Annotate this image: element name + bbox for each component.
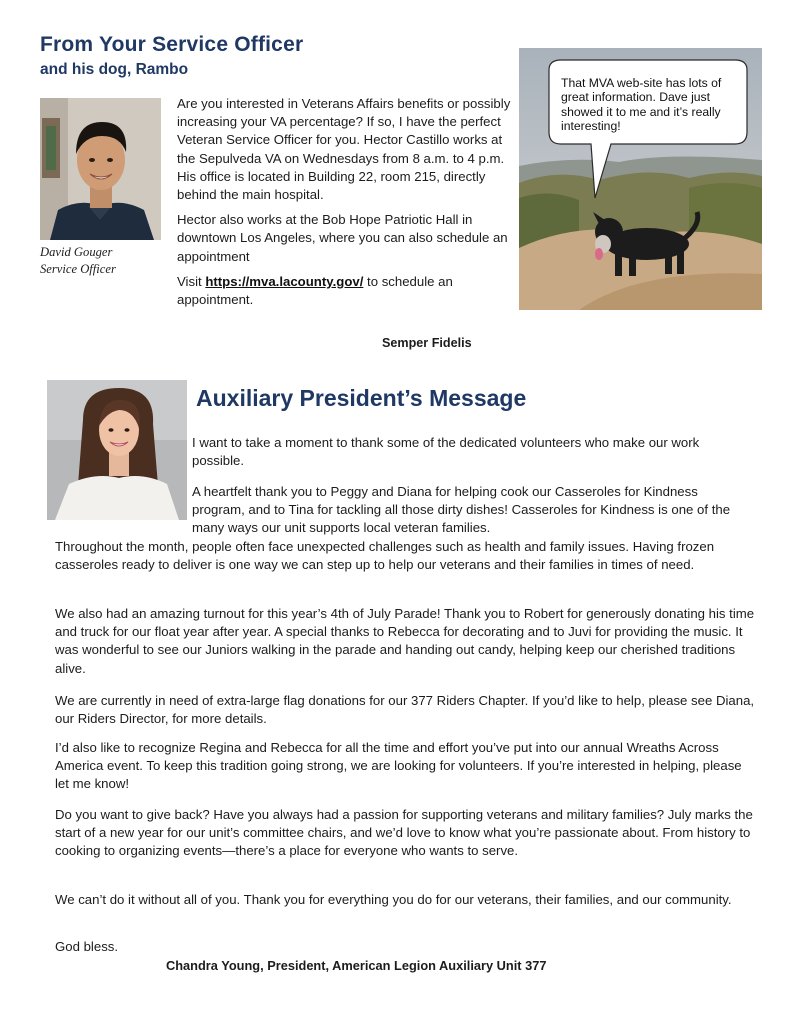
auxiliary-president-title: Auxiliary President’s Message: [196, 385, 527, 411]
auxiliary-paragraph: I want to take a moment to thank some of the dedicated volunteers who make our work possible.: [192, 435, 700, 469]
auxiliary-paragraph: We are currently in need of extra-large flag donations for our 377 Riders Chapter. If you’d like to help, please see Diana, our Riders Director, for more details.: [55, 693, 755, 727]
speech-bubble-text: That MVA web-site has lots of great information. Dave just showed it to me and it’s really interesting!: [561, 76, 722, 133]
visit-prefix: Visit: [177, 273, 206, 289]
service-officer-paragraph: Hector also works at the Bob Hope Patriotic Hall in downtown Los Angeles, where you can also schedule an appointment: [177, 212, 508, 264]
service-officer-subtitle: and his dog, Rambo: [40, 61, 189, 78]
auxiliary-paragraph: We also had an amazing turnout for this year’s 4th of July Parade! Thank you to Robert for generously donating his time and truck for our float year after year. A special thanks to Rebecca for decorating and to Juvi for providing the music. It was wonderful to see our Juniors walking in the parade and handing out candy, helping keep our cherished traditions alive.: [55, 606, 755, 676]
service-officer-body: [177, 95, 512, 316]
service-officer-paragraph: [177, 273, 512, 309]
auxiliary-paragraph: A heartfelt thank you to Peggy and Diana for helping cook our Casseroles for Kindness program, and to Tina for tackling all those dirty dishes! Casseroles for Kindness is one of the many ways our unit supports local veteran families.: [192, 484, 731, 536]
auxiliary-paragraph: Do you want to give back? Have you always had a passion for supporting veterans and military families? July marks the start of a new year for our unit’s committee chairs, and we’d love to know what you’re passionate about. From history to cooking to organizing events—there’s a place for everyone who wants to serve.: [55, 807, 753, 859]
president-signature: Chandra Young, President, American Legion Auxiliary Unit 377: [166, 958, 547, 973]
auxiliary-paragraph: I’d also like to recognize Regina and Rebecca for all the time and effort you’ve put into our annual Wreaths Across America event. To keep this tradition going strong, we are looking for volunteers. If you’re interested in helping, please let me know!: [55, 740, 742, 792]
service-officer-title: From Your Service Officer: [40, 33, 304, 56]
closing-line: God bless.: [55, 939, 119, 954]
president-photo: [47, 380, 187, 520]
auxiliary-paragraph: Throughout the month, people often face unexpected challenges such as health and family issues. Having frozen casseroles ready to deliver is one way we can step up to help our veterans and their families in times of need.: [55, 539, 715, 573]
auxiliary-paragraph: We can’t do it without all of you. Thank you for everything you do for our veterans, their families, and our community.: [55, 892, 732, 907]
officer-photo: [40, 98, 161, 240]
officer-caption-name: David Gouger: [40, 245, 113, 259]
officer-caption: [40, 244, 116, 277]
visit-suffix: to schedule an appointment.: [177, 273, 453, 308]
mva-website-link[interactable]: https://mva.lacounty.gov/: [205, 273, 364, 289]
service-officer-paragraph: Are you interested in Veterans Affairs benefits or possibly increasing your VA percentage? If so, I have the perfect Veteran Service Officer for you. Hector Castillo works at the Sepulveda VA on Wednesdays from 8 a.m. to 4 p.m. His office is located in Building 22, room 215, directly behind the main hospital.: [177, 96, 511, 203]
officer-caption-role: Service Officer: [40, 261, 116, 276]
semper-fidelis-signoff: Semper Fidelis: [382, 336, 472, 350]
